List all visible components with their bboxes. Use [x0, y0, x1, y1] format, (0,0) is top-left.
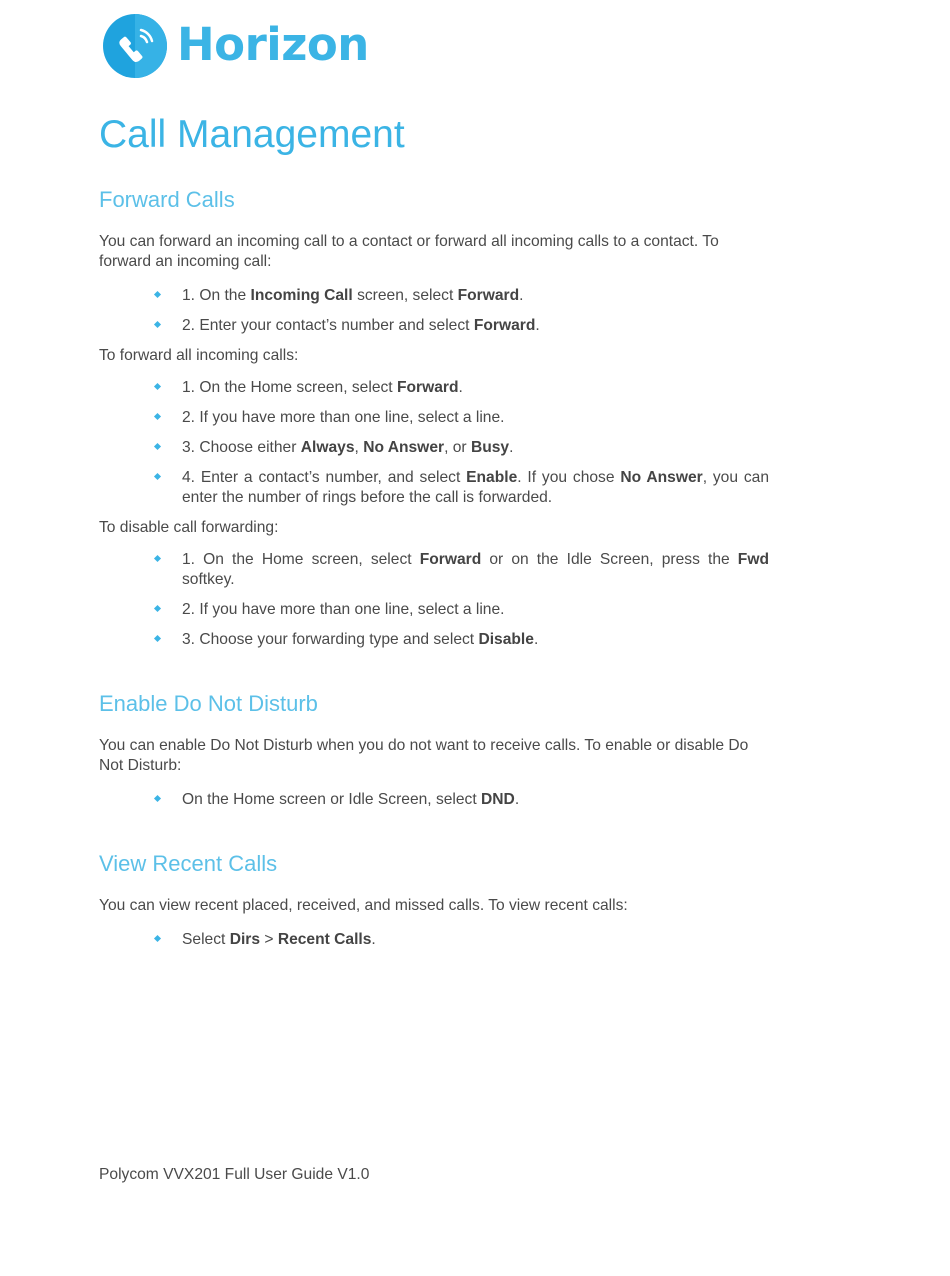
bullet-icon — [154, 795, 161, 802]
disable-forwarding-intro: To disable call forwarding: — [99, 519, 279, 536]
bullet-icon — [154, 935, 161, 942]
bullet-icon — [154, 383, 161, 390]
list-item: 2. If you have more than one line, select a line. — [182, 408, 769, 428]
page-footer: Polycom VVX201 Full User Guide V1.0 — [99, 1166, 370, 1183]
bullet-icon — [154, 605, 161, 612]
disable-forwarding-steps — [99, 550, 769, 650]
recent-intro: You can view recent placed, received, and missed calls. To view recent calls: — [99, 897, 628, 914]
list-item: 1. On the Home screen, select Forward. — [182, 378, 769, 398]
list-item: 2. If you have more than one line, select a line. — [182, 600, 769, 620]
list-item: Select Dirs > Recent Calls. — [182, 930, 769, 950]
list-item: 1. On the Incoming Call screen, select Forward. — [182, 286, 769, 306]
logo-wordmark: Horizon — [177, 17, 369, 71]
horizon-logo — [103, 13, 369, 79]
list-item: 3. Choose either Always, No Answer, or Busy. — [182, 438, 769, 458]
bullet-icon — [154, 413, 161, 420]
dnd-steps — [99, 790, 769, 810]
forward-calls-heading: Forward Calls — [99, 187, 235, 212]
bullet-icon — [154, 555, 161, 562]
list-item: 3. Choose your forwarding type and select Disable. — [182, 630, 769, 650]
dnd-intro: You can enable Do Not Disturb when you do not want to receive calls. To enable or disable Do Not Disturb: — [99, 737, 749, 774]
recent-calls-heading: View Recent Calls — [99, 851, 278, 876]
bullet-icon — [154, 473, 161, 480]
page-title: Call Management — [99, 113, 405, 156]
recent-steps — [99, 930, 769, 950]
list-item: On the Home screen or Idle Screen, select DND. — [182, 790, 769, 810]
dnd-heading: Enable Do Not Disturb — [99, 691, 318, 716]
bullet-icon — [154, 291, 161, 298]
list-item: 2. Enter your contact’s number and select Forward. — [182, 316, 769, 336]
bullet-icon — [154, 635, 161, 642]
forward-all-intro: To forward all incoming calls: — [99, 347, 299, 364]
list-item: 4. Enter a contact’s number, and select Enable. If you chose No Answer, you can enter the number of rings before the call is forwarded. — [182, 468, 769, 508]
document-body — [99, 110, 769, 960]
forward-incoming-steps — [99, 286, 769, 336]
phone-handset-icon — [103, 14, 167, 78]
list-item: 1. On the Home screen, select Forward or on the Idle Screen, press the Fwd softkey. — [182, 550, 769, 590]
forward-all-steps — [99, 378, 769, 508]
forward-intro: You can forward an incoming call to a contact or forward all incoming calls to a contact. To forward an incoming call: — [99, 233, 719, 270]
bullet-icon — [154, 321, 161, 328]
bullet-icon — [154, 443, 161, 450]
